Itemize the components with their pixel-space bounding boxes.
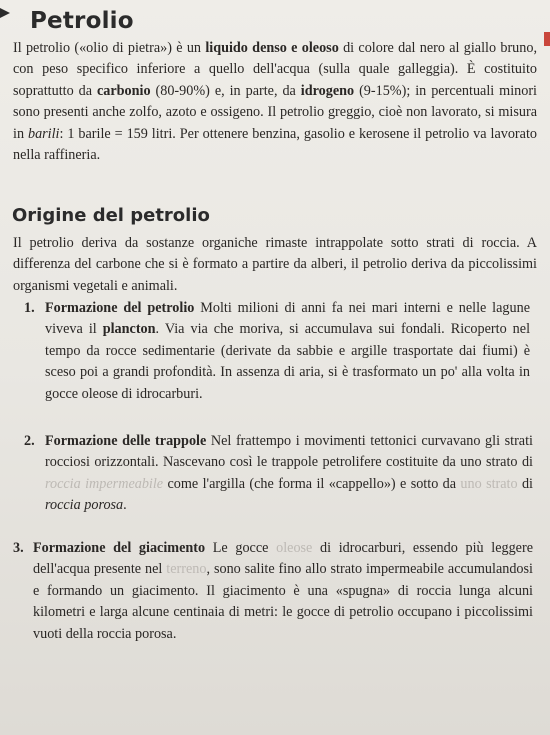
item-number: 3. bbox=[13, 540, 24, 556]
intro-bold-idrogeno: idrogeno bbox=[300, 82, 355, 99]
item-text: Nel frattempo i movimenti tettonici curvavano gli strati rocciosi orizzontali. Nascevano così le trappole petrolifere costituite da uno strato di bbox=[45, 433, 533, 471]
item-text: di bbox=[517, 475, 533, 492]
item-text: . bbox=[123, 497, 127, 514]
item-text: di idrocarburi, essendo più leggere dell'acqua presente nel bbox=[33, 540, 534, 578]
intro-text-5: : 1 barile = 159 litri. Per ottenere benzina, gasolio e kerosene il petrolio va lavorato nella raffineria. bbox=[13, 125, 537, 164]
page-edge-tab bbox=[544, 32, 550, 46]
item-text: come l'argilla (che forma il «cappello») e sotto da bbox=[163, 475, 461, 492]
item-faded-roccia: roccia bbox=[45, 475, 86, 492]
intro-bold-liquido: liquido denso e oleoso bbox=[205, 40, 339, 56]
list-item bbox=[24, 431, 533, 517]
item-italic-roccia-porosa: roccia porosa bbox=[45, 497, 124, 514]
item-text: Le gocce bbox=[205, 540, 277, 556]
intro-text-1: Il petrolio («olio di pietra») è un bbox=[13, 40, 206, 56]
item-text: Molti milioni di anni fa nei mari interni e nelle lagune viveva il bbox=[45, 300, 530, 338]
item-faded-uno-strato: uno strato bbox=[460, 475, 518, 492]
intro-text-2: di colore dal nero al giallo bruno, con peso specifico inferiore a quello dell'acqua (sulla quale galleggia). È costituito soprattutto da bbox=[13, 40, 537, 99]
intro-text-4: (9-15%); in percentuali minori sono presenti anche zolfo, azoto e ossigeno. Il petrolio greggio, cioè non lavorato, si misura in bbox=[13, 82, 537, 142]
item-heading: Formazione del giacimento bbox=[33, 540, 206, 556]
item-bold-plancton: plancton bbox=[102, 321, 156, 338]
page-title: Petrolio bbox=[30, 8, 134, 34]
item-text: . Via via che moriva, si accumulava sui fondali. Ricoperto nel tempo da rocce sedimentarie (derivate da sabbie e argille trasportate dai fiumi) è sceso poi a grandi profondità. In assenza di aria, si è trasformato un po' alla volta in gocce oleose di idrocarburi. bbox=[45, 321, 531, 402]
item-number: 1. bbox=[24, 300, 35, 316]
item-faded-oleose: oleose bbox=[276, 540, 313, 556]
intro-bold-carbonio: carbonio bbox=[96, 82, 151, 99]
item-italic-impermeabile: impermeabile bbox=[85, 475, 164, 492]
list-item bbox=[13, 538, 534, 645]
section-intro-paragraph: Il petrolio deriva da sostanze organiche rimaste intrappolate sotto strati di roccia. A differenza del carbone che si è formato a partire da alberi, il petrolio deriva da piccolissimi organismi vegetali e animali. bbox=[13, 235, 537, 294]
section-title: Origine del petrolio bbox=[12, 205, 210, 226]
intro-italic-barili: barili bbox=[27, 125, 60, 142]
item-heading: Formazione del petrolio bbox=[45, 300, 195, 316]
page-edge-marker-icon bbox=[0, 8, 10, 18]
item-number: 2. bbox=[24, 433, 35, 449]
item-faded-terreno: terreno bbox=[166, 561, 207, 578]
intro-text-3: (80-90%) e, in parte, da bbox=[150, 82, 301, 99]
intro-paragraph bbox=[13, 38, 537, 166]
list-item bbox=[24, 298, 531, 405]
item-heading: Formazione delle trappole bbox=[45, 433, 207, 449]
item-text: , sono salite fino allo strato impermeabile accumulandosi e formando un giacimento. Il giacimento è una «spugna» di roccia lunga alcuni kilometri e larga alcune centinaia di metri: le gocce di petrolio occupano i piccolissimi vuoti della roccia porosa. bbox=[33, 561, 533, 642]
